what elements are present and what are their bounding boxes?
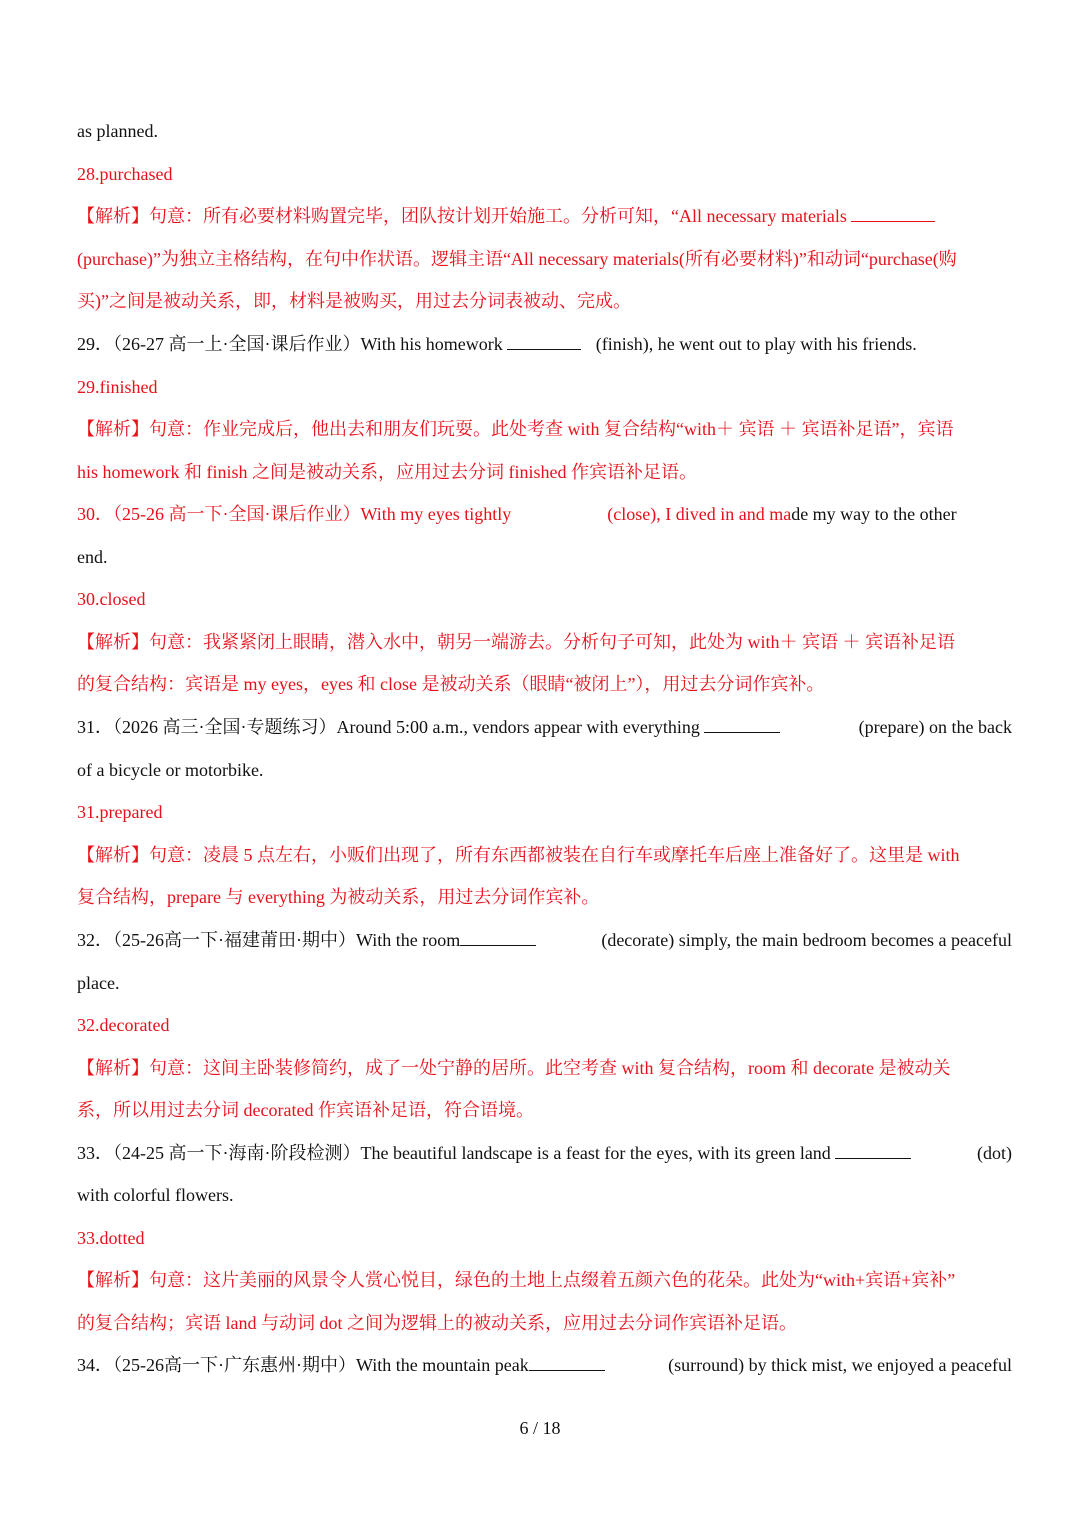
analysis-29: his homework 和 finish 之间是被动关系，应用过去分词 finished 作宾语补足语。 [77, 462, 697, 482]
analysis-32: 系，所以用过去分词 decorated 作宾语补足语，符合语境。 [77, 1100, 534, 1120]
question-text: (finish), he went out to play with his friends. [591, 334, 917, 354]
question-text: 29．（26-27 高一上·全国·课后作业）With his homework [77, 334, 508, 354]
question-30 [77, 501, 1012, 527]
text-line: with colorful flowers. [77, 1185, 234, 1205]
question-text: (dot) [977, 1143, 1012, 1163]
question-text: 31．（2026 高三·全国·专题练习）Around 5:00 a.m., vendors appear with everything [77, 717, 705, 737]
analysis-33: 【解析】句意：这片美丽的风景令人赏心悦目，绿色的土地上点缀着五颜六色的花朵。此处为“with+宾语+宾补” [77, 1270, 956, 1290]
page-number: 6 / 18 [519, 1418, 561, 1438]
text-line: place. [77, 973, 120, 993]
question-34 [77, 1352, 1012, 1378]
question-text: (close), I dived in and ma [607, 504, 792, 524]
question-text: 32．（25-26高一下·福建莆田·期中）With the room [77, 930, 461, 950]
analysis-29: 【解析】句意：作业完成后，他出去和朋友们玩耍。此处考查 with 复合结构“with＋ 宾语 ＋ 宾语补足语”，宾语 [77, 419, 954, 439]
answer-blank [507, 333, 581, 350]
answer-blank [835, 1142, 911, 1159]
question-text: de my way to the other [791, 504, 957, 524]
question-32 [77, 927, 1012, 953]
answer-32: 32.decorated [77, 1015, 170, 1035]
answer-blank [704, 716, 780, 733]
answer-31: 31.prepared [77, 802, 163, 822]
text-line: end. [77, 547, 108, 567]
question-text: (prepare) on the back [858, 717, 1012, 737]
analysis-28: 买)”之间是被动关系，即，材料是被购买，用过去分词表被动、完成。 [77, 291, 631, 311]
answer-29: 29.finished [77, 377, 158, 397]
analysis-32: 【解析】句意：这间主卧装修简约，成了一处宁静的居所。此空考查 with 复合结构，room 和 decorate 是被动关 [77, 1058, 951, 1078]
analysis-text: 【解析】句意：所有必要材料购置完毕，团队按计划开始施工。分析可知，“All necessary materials [77, 206, 852, 226]
question-text: (surround) by thick mist, we enjoyed a peaceful [668, 1355, 1012, 1375]
question-text: 34．（25-26高一下·广东惠州·期中）With the mountain peak [77, 1355, 529, 1375]
answer-blank [529, 1354, 605, 1371]
answer-blank [460, 929, 536, 946]
question-text: (decorate) simply, the main bedroom becomes a peaceful [601, 930, 1012, 950]
answer-33: 33.dotted [77, 1228, 145, 1248]
question-text: 30．（25-26 高一下·全国·课后作业）With my eyes tightly [77, 504, 512, 524]
question-33 [77, 1140, 1012, 1166]
answer-blank [851, 205, 935, 222]
question-text: 33．（24-25 高一下·海南·阶段检测）The beautiful landscape is a feast for the eyes, with its green land [77, 1143, 836, 1163]
analysis-30: 【解析】句意：我紧紧闭上眼睛，潜入水中，朝另一端游去。分析句子可知，此处为 with＋ 宾语 ＋ 宾语补足语 [77, 632, 955, 652]
analysis-31: 【解析】句意：凌晨 5 点左右，小贩们出现了，所有东西都被装在自行车或摩托车后座上准备好了。这里是 with [77, 845, 960, 865]
analysis-33: 的复合结构；宾语 land 与动词 dot 之间为逻辑上的被动关系，应用过去分词作宾语补足语。 [77, 1313, 797, 1333]
analysis-31: 复合结构，prepare 与 everything 为被动关系，用过去分词作宾补。 [77, 887, 600, 907]
question-31 [77, 714, 1012, 740]
answer-28: 28.purchased [77, 164, 173, 184]
text-line: of a bicycle or motorbike. [77, 760, 264, 780]
question-29 [77, 331, 1012, 357]
text-line: as planned. [77, 121, 158, 141]
answer-30: 30.closed [77, 589, 146, 609]
analysis-30: 的复合结构：宾语是 my eyes，eyes 和 close 是被动关系（眼睛“被闭上”），用过去分词作宾补。 [77, 674, 825, 694]
analysis-28: (purchase)”为独立主格结构，在句中作状语。逻辑主语“All necessary materials(所有必要材料)”和动词“purchase(购 [77, 249, 957, 269]
analysis-28 [77, 203, 1012, 229]
